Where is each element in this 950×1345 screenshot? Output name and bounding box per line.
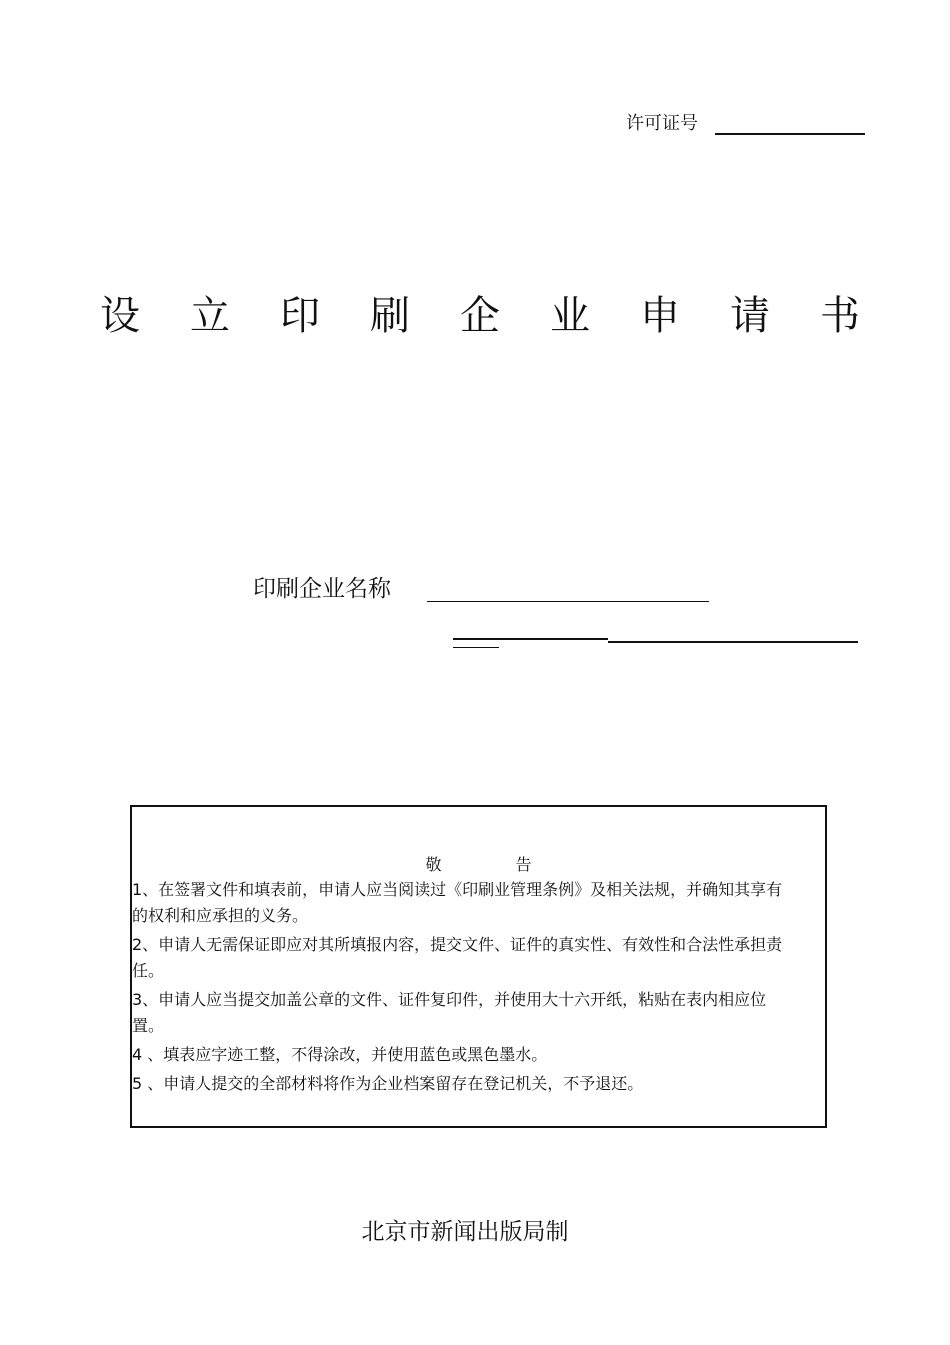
notice-box — [130, 805, 827, 1128]
notice-item: 3、申请人应当提交加盖公章的文件、证件复印件，并使用大十六开纸，粘贴在表内相应位置。 — [132, 990, 767, 1035]
title-char: 申 — [640, 293, 680, 339]
company-name-field[interactable] — [427, 601, 709, 602]
title-char: 刷 — [370, 293, 410, 339]
title-char: 企 — [460, 293, 500, 339]
page-title — [100, 288, 860, 344]
permit-number-label: 许可证号 — [626, 113, 698, 134]
title-char: 立 — [190, 293, 230, 339]
company-name-label: 印刷企业名称 — [253, 576, 391, 602]
title-char: 设 — [100, 293, 140, 339]
notice-item: 5 、申请人提交的全部材料将作为企业档案留存在登记机关，不予退还。 — [132, 1074, 644, 1093]
title-char: 印 — [280, 293, 320, 339]
company-name-field-tick — [453, 647, 499, 648]
title-char: 请 — [730, 293, 770, 339]
notice-item: 4 、填表应字迹工整，不得涂改，并使用蓝色或黑色墨水。 — [132, 1045, 548, 1064]
notice-item: 2、申请人无需保证即应对其所填报内容，提交文件、证件的真实性、有效性和合法性承担责任。 — [132, 935, 783, 980]
title-char: 业 — [550, 293, 590, 339]
permit-number-field[interactable] — [715, 133, 865, 135]
notice-title-right: 告 — [515, 855, 532, 874]
company-name-field-line-2[interactable] — [453, 638, 608, 640]
notice-item: 1、在签署文件和填表前，申请人应当阅读过《印刷业管理条例》及相关法规，并确知其享有的权利和应承担的义务。 — [132, 880, 783, 925]
title-char: 书 — [820, 293, 860, 339]
company-name-field-line-3[interactable] — [608, 641, 858, 643]
notice-title — [132, 855, 825, 875]
notice-title-left: 敬 — [425, 855, 442, 874]
issuer-footer: 北京市新闻出版局制 — [361, 1219, 569, 1245]
notice-list — [132, 877, 788, 1100]
